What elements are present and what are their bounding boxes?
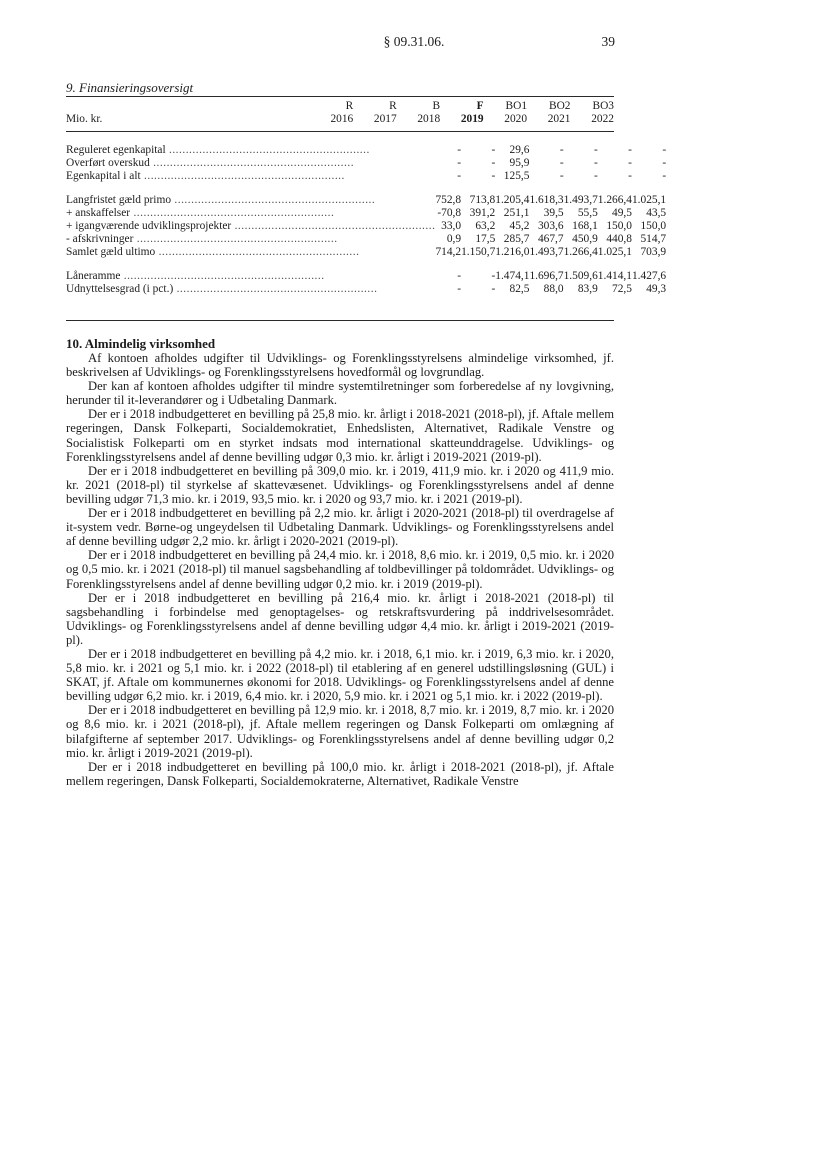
body-paragraph: Der er i 2018 indbudgetteret en bevilling på 2,2 mio. kr. årligt i 2020-2021 (2018-pl) til overdragelse af it-system vedr. Børne-og ungeydelsen til Udbetaling Danmark. Udviklings- og Forenklingsstyrelsens andel af denne bevilling udgør 2,2 mio. kr. årligt i 2020-2021 (2019-pl). (66, 506, 614, 549)
table-cell: 713,8 (469, 194, 496, 206)
body-paragraph: Der er i 2018 indbudgetteret en bevilling på 12,9 mio. kr. i 2018, 8,7 mio. kr. i 2019, 8,7 mio. kr. i 2020 og 8,6 mio. kr. i 2021 (2018-pl), jf. Aftale mellem regeringen og Dansk Folkeparti om omlægning af bilafgifterne af september 2017. Udviklings- og Forenklingsstyrelsens andel af denne bevilling udgør 0,2 mio. kr. årligt i 2019-2021 (2019-pl). (66, 703, 614, 760)
table-row (66, 233, 666, 246)
row-label-text: + anskaffelser (66, 207, 131, 219)
table-row (66, 246, 666, 259)
table-cell: - (593, 170, 598, 182)
table-row (66, 220, 666, 233)
table-cell: 17,5 (475, 233, 496, 245)
dot-leader: ............................................................ (133, 233, 338, 245)
table-cell: - (491, 170, 496, 182)
section-10-title: 10. Almindelig virksomhed (66, 336, 216, 351)
dot-leader: ............................................................ (140, 170, 345, 182)
column-type: BO3 (592, 100, 614, 112)
table-cell: 1.493,7 (529, 246, 564, 258)
row-label (66, 144, 435, 157)
table-cell: 1.205,4 (495, 194, 530, 206)
table-header (66, 100, 614, 126)
column-year: 2021 (547, 113, 571, 125)
spacer-cell (66, 183, 666, 194)
table-body (66, 144, 666, 296)
table-cell: - (662, 144, 667, 156)
table-cell: - (662, 157, 667, 169)
dot-leader: ............................................................ (120, 270, 325, 282)
row-label-text: Overført overskud (66, 157, 150, 169)
table-cell: - (491, 270, 496, 282)
table-cell: 714,2 (435, 246, 462, 258)
financing-table-body (66, 144, 666, 296)
dot-leader: ............................................................ (231, 220, 436, 232)
column-type: F (476, 100, 484, 112)
table-cell: 150,0 (606, 220, 632, 232)
table-row (66, 283, 666, 296)
column-year: 2016 (330, 113, 354, 125)
section-reference: § 09.31.06. (383, 34, 445, 49)
table-cell: - (559, 170, 564, 182)
body-paragraph: Der er i 2018 indbudgetteret en bevilling på 4,2 mio. kr. i 2018, 6,1 mio. kr. i 2019, 6,3 mio. kr. i 2020, 5,8 mio. kr. i 2021 og 5,1 mio. kr. i 2022 (2018-pl) til etablering af en generel udstillingsløsning (GUL) i SKAT, jf. Aftale om kommunernes økonomi for 2018. Udviklings- og Forenklingsstyrelsens andel af denne bevilling udgør 6,2 mio. kr. i 2019, 6,4 mio. kr. i 2020, 5,9 mio. kr. i 2021 og 5,1 mio. kr. i 2022 (2019-pl). (66, 646, 614, 704)
table-cell: 251,1 (503, 207, 530, 219)
body-paragraph: Der er i 2018 indbudgetteret en bevilling på 100,0 mio. kr. årligt i 2018-2021 (2018-pl), jf. Aftale mellem regeringen, Dansk Folkeparti, Socialdemokraterne, Alternativet, Radikale Venstre (66, 759, 614, 788)
row-label (66, 207, 435, 220)
table-cell: 95,9 (509, 157, 530, 169)
table-cell: - (457, 270, 462, 282)
table-cell: 514,7 (640, 233, 667, 245)
table-cell: 1.696,7 (529, 270, 564, 282)
column-year: 2022 (591, 113, 614, 125)
table-cell: - (559, 157, 564, 169)
body-paragraph: Der er i 2018 indbudgetteret en bevilling på 24,4 mio. kr. i 2018, 8,6 mio. kr. i 2019, 0,5 mio. kr. i 2020 og 0,5 mio. kr. i 2021 (2018-pl) til manuel sagsbehandling af toldbevillinger på toldområdet. Udviklings- og Forenklingsstyrelsens andel af denne bevilling udgør 0,2 mio. kr. i 2019 (2019-pl). (66, 548, 614, 591)
table-row (66, 270, 666, 283)
column-year: 2018 (417, 113, 441, 125)
table-cell: 752,8 (435, 194, 462, 206)
body-paragraph: Af kontoen afholdes udgifter til Udviklings- og Forenklingsstyrelsens almindelige virksomhed, jf. beskrivelsen af Udviklings- og Forenklingsstyrelsens hovedformål og lovgrundlag. (66, 351, 614, 380)
row-label (66, 157, 435, 170)
table-cell: 43,5 (646, 207, 667, 219)
table-bottom-rule (66, 320, 614, 321)
table-cell: - (593, 144, 598, 156)
column-type: B (432, 100, 441, 112)
financing-table (66, 100, 614, 126)
row-label-text: Egenkapital i alt (66, 170, 141, 182)
dot-leader: ............................................................ (149, 157, 355, 169)
row-label (66, 246, 435, 259)
column-year: 2019 (460, 113, 484, 125)
column-type: BO2 (548, 100, 571, 112)
dot-leader: ............................................................ (130, 207, 335, 219)
unit-label: Mio. kr. (66, 113, 103, 125)
table-cell: 1.216,0 (495, 246, 530, 258)
table-cell: 45,2 (509, 220, 530, 232)
table-cell: 1.474,1 (495, 270, 530, 282)
body-paragraph: Der er i 2018 indbudgetteret en bevilling på 216,4 mio. kr. årligt i 2018-2021 (2018-pl) til sagsbehandling i forbindelse med genoptagelses- og retskraftsvurdering på inddrivelsesområdet. Udviklings- og Forenklingsstyrelsens andel af denne bevilling udgør 4,4 mio. kr. årligt i 2019-2021 (2019-pl). (66, 590, 614, 647)
row-label-text: Reguleret egenkapital (66, 144, 166, 156)
table-row (66, 207, 666, 220)
page-number: 39 (601, 34, 615, 49)
table-cell: -70,8 (437, 207, 462, 219)
column-type: BO1 (505, 100, 528, 112)
column-year: 2017 (373, 113, 397, 125)
table-cell: 1.150,7 (461, 246, 496, 258)
table-cell: 1.493,7 (563, 194, 598, 206)
table-cell: 703,9 (640, 246, 667, 258)
table-cell: 88,0 (543, 283, 564, 295)
table-cell: - (491, 144, 496, 156)
table-cell: 450,9 (572, 233, 598, 245)
table-cell: 49,3 (646, 283, 667, 295)
section-9-title: 9. Finansieringsoversigt (66, 80, 194, 95)
table-cell: 49,5 (612, 207, 632, 219)
table-cell: - (491, 157, 496, 169)
row-label (66, 220, 435, 233)
table-cell: 29,6 (509, 144, 530, 156)
row-label (66, 270, 435, 283)
body-paragraph: Der er i 2018 indbudgetteret en bevilling på 25,8 mio. kr. årligt i 2018-2021 (2018-pl), jf. Aftale mellem regeringen, Dansk Folkeparti, Socialdemokratiet, Enhedslisten, Alternativet, Radikale Venstre og Socialistisk Folkeparti om en styrket indsats mod international skatteunddragelse. Udviklings- og Forenklingsstyrelsens andel af denne bevilling udgør 0,3 mio. kr. årligt i 2019-2021 (2019-pl). (66, 407, 614, 464)
table-cell: - (491, 283, 496, 295)
row-label-text: Låneramme (66, 270, 121, 282)
table-cell: - (593, 157, 598, 169)
table-cell: 1.025,1 (597, 246, 632, 258)
table-cell: 1.266,4 (597, 194, 632, 206)
row-label-text: - afskrivninger (66, 233, 134, 245)
table-cell: 82,5 (509, 283, 530, 295)
section-10-body (66, 351, 614, 788)
row-label (66, 194, 435, 207)
table-cell: 440,8 (606, 233, 632, 245)
table-cell: 285,7 (503, 233, 530, 245)
table-cell: 0,9 (446, 233, 462, 245)
row-label-text: Langfristet gæld primo (66, 194, 172, 206)
table-cell: - (628, 157, 632, 169)
table-cell: 467,7 (537, 233, 564, 245)
table-cell: 72,5 (612, 283, 632, 295)
row-label-text: + igangværende udviklingsprojekter (66, 220, 232, 232)
header-row-year (66, 113, 614, 126)
row-label-text: Samlet gæld ultimo (66, 246, 156, 258)
column-type: R (345, 100, 354, 112)
row-label (66, 283, 435, 296)
table-cell: 83,9 (577, 283, 598, 295)
row-label (66, 233, 435, 246)
table-cell: 1.618,3 (529, 194, 564, 206)
group-spacer (66, 183, 666, 194)
table-row (66, 170, 666, 183)
group-spacer (66, 259, 666, 270)
table-cell: 1.266,4 (563, 246, 598, 258)
table-cell: 125,5 (503, 170, 530, 182)
table-cell: 1.509,6 (563, 270, 598, 282)
table-cell: - (457, 283, 462, 295)
table-cell: 303,6 (537, 220, 564, 232)
table-top-rule (66, 96, 614, 97)
spacer-cell (66, 259, 666, 270)
dot-leader: ............................................................ (171, 194, 376, 206)
table-cell: 63,2 (475, 220, 496, 232)
dot-leader: ............................................................ (173, 283, 378, 295)
row-label (66, 170, 435, 183)
body-paragraph: Der kan af kontoen afholdes udgifter til mindre systemtilretninger som forberedelse af ny lovgivning, herunder til it-leverandører og i Udbetaling Danmark. (66, 379, 614, 408)
table-header-rule (66, 131, 614, 132)
column-year: 2020 (504, 113, 528, 125)
table-cell: 39,5 (543, 207, 564, 219)
table-cell: 55,5 (577, 207, 598, 219)
column-type: R (389, 100, 397, 112)
body-paragraph: Der er i 2018 indbudgetteret en bevilling på 309,0 mio. kr. i 2019, 411,9 mio. kr. i 2020 og 411,9 mio. kr. 2021 (2018-pl) til styrkelse af skattevæsenet. Udviklings- og Forenklingsstyrelsens andel af denne bevilling udgør 71,3 mio. kr. i 2019, 93,5 mio. kr. i 2020 og 93,7 mio. kr. i 2021 (2019-pl). (66, 463, 614, 506)
table-cell: 1.414,1 (597, 270, 632, 282)
dot-leader: ............................................................ (155, 246, 360, 258)
table-cell: - (628, 170, 632, 182)
table-cell: - (457, 157, 462, 169)
table-cell: - (628, 144, 632, 156)
table-cell: - (559, 144, 564, 156)
table-cell: 1.427,6 (631, 270, 667, 282)
table-cell: 150,0 (640, 220, 667, 232)
header-row-type (66, 100, 614, 113)
table-cell: - (457, 144, 462, 156)
table-row (66, 157, 666, 170)
table-cell: 168,1 (572, 220, 598, 232)
table-cell: 1.025,1 (631, 194, 667, 206)
table-cell: 33,0 (441, 220, 462, 232)
table-cell: 391,2 (469, 207, 496, 219)
header-blank (66, 100, 310, 113)
table-cell: - (457, 170, 462, 182)
table-row (66, 194, 666, 207)
table-row (66, 144, 666, 157)
table-cell: - (662, 170, 667, 182)
row-label-text: Udnyttelsesgrad (i pct.) (66, 283, 174, 295)
dot-leader: ............................................................ (165, 144, 370, 156)
